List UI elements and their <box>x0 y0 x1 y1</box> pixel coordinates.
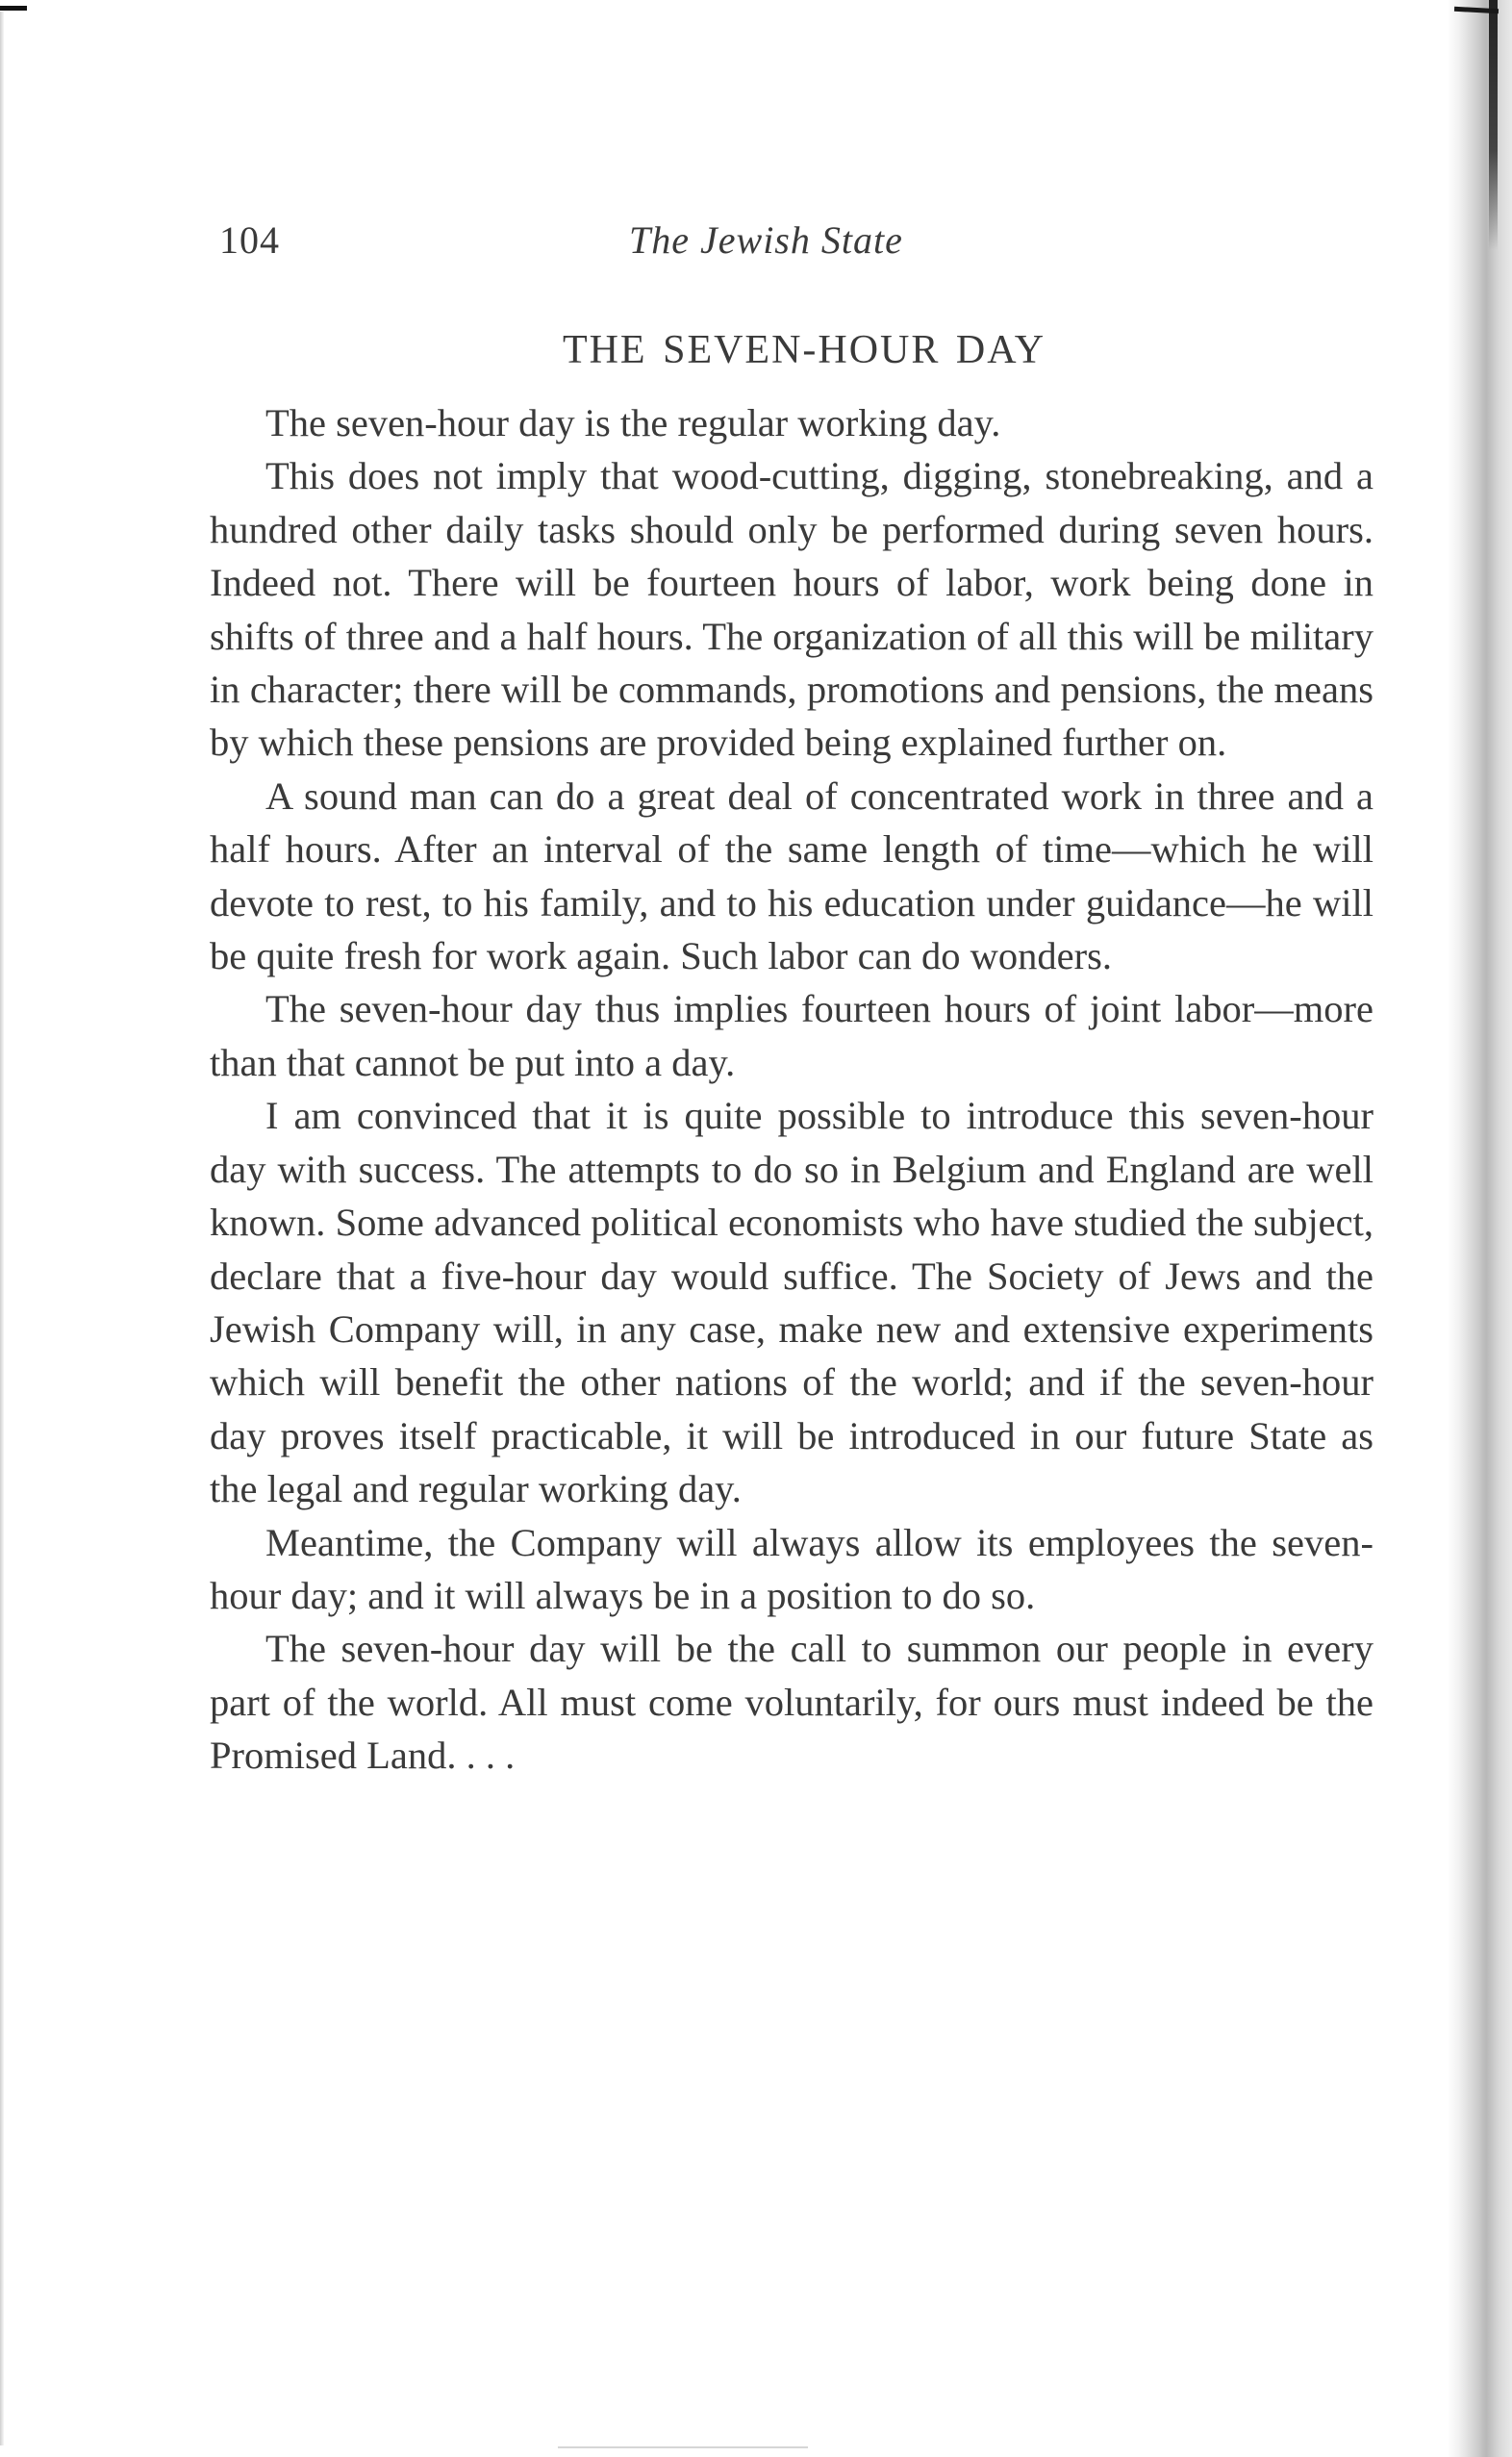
chapter-title: THE SEVEN-HOUR DAY <box>562 328 1046 372</box>
scan-corner-mark <box>0 6 27 11</box>
paragraph: The seven-hour day will be the call to summon our people in every part of the world. All must come voluntarily, for ours must indeed be the Promised Land. . . . <box>210 1627 1373 1778</box>
body-text <box>210 396 1373 1783</box>
book-title: The Jewish State <box>629 218 903 262</box>
chapter-heading <box>0 327 1512 373</box>
paragraph: The seven-hour day is the regular working day. <box>265 401 1001 444</box>
paragraph: This does not imply that wood-cutting, digging, stonebreaking, and a hundred other daily tasks should only be performed during seven hours. Indeed not. There will be fourteen hours of labor, work being done in shifts of three and a half hours. The organization of all this will be military in character; there will be commands, promotions and pensions, the means by which these pensions are provided being explained further on. <box>210 454 1373 765</box>
book-spine-edge <box>1489 0 1498 250</box>
paragraph: Meantime, the Company will always allow its employees the seven-hour day; and it will always be in a position to do so. <box>210 1520 1373 1617</box>
paragraph: I am convinced that it is quite possible to introduce this seven-hour day with success. The attempts to do so in Belgium and England are well known. Some advanced political economists who have studied the subject, declare that a five-hour day would suffice. The Society of Jews and the Jewish Company will, in any case, make new and extensive experiments which will benefit the other nations of the world; and if the seven-hour day proves itself practicable, it will be introduced in our future State as the legal and regular working day. <box>210 1094 1373 1511</box>
paragraph: A sound man can do a great deal of concentrated work in three and a half hours. After an interval of the same length of time—which he will devote to rest, to his family, and to his education under guidance—he will be quite fresh for work again. Such labor can do wonders. <box>210 773 1373 978</box>
page-number: 104 <box>219 218 280 262</box>
bottom-edge-mark <box>558 2446 808 2448</box>
paragraph: The seven-hour day thus implies fourteen hours of joint labor—more than that cannot be put into a day. <box>210 987 1373 1084</box>
page-left-edge <box>0 12 4 2445</box>
running-head <box>219 217 1373 271</box>
